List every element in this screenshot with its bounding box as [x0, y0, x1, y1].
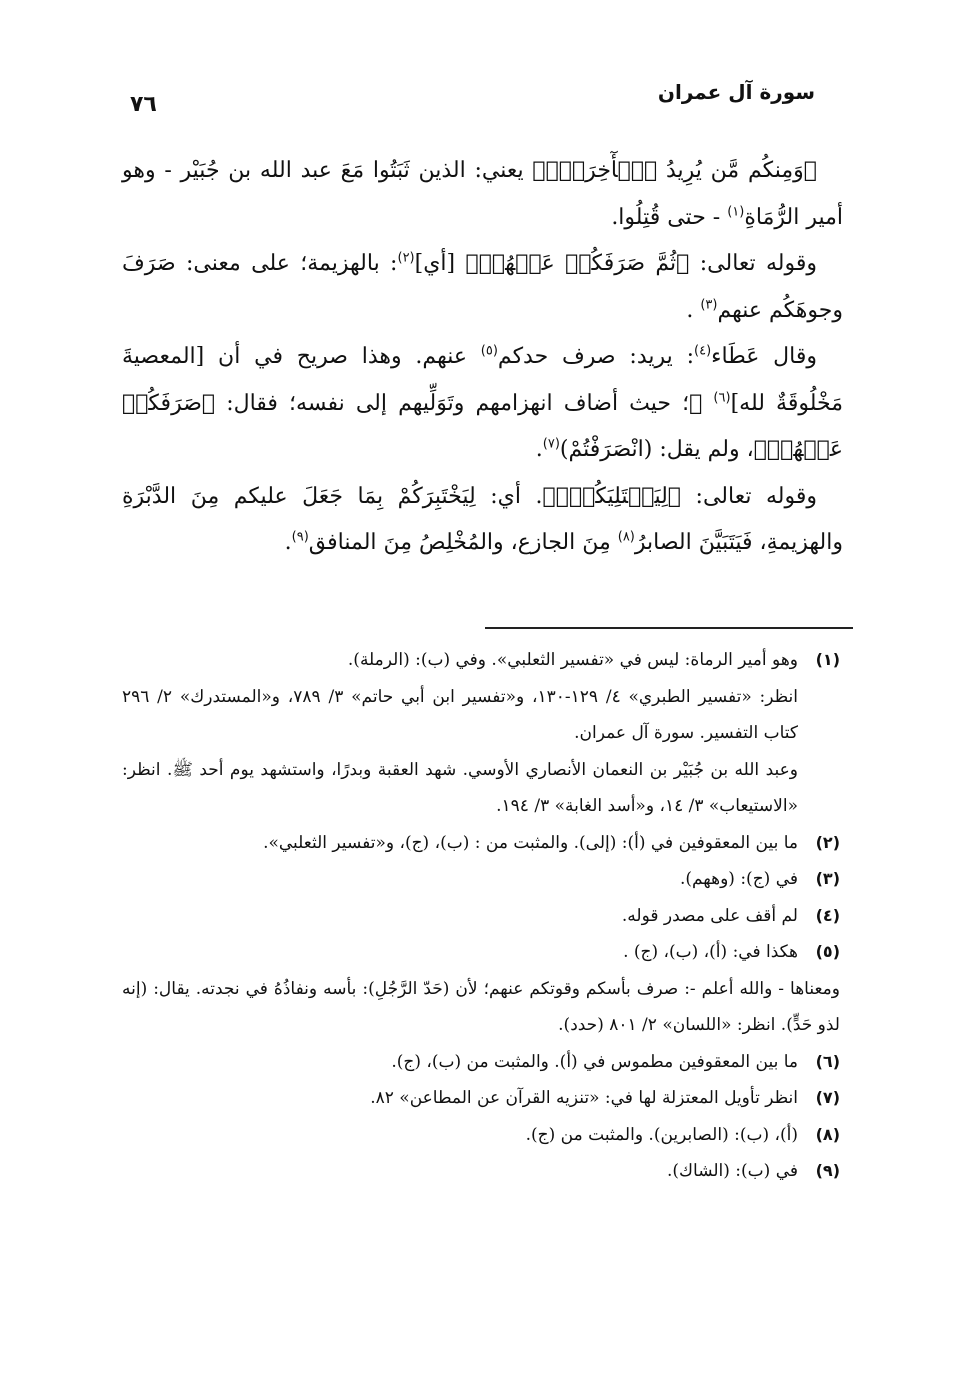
paragraph-3 — [122, 334, 843, 474]
footnote-4 — [122, 898, 840, 935]
quran-quote: ﴿وَمِنكُم مَّن يُرِيدُ ٱلۡأٓخِرَةَۚ﴾ — [532, 158, 817, 183]
footnote-number: (٧) — [815, 1088, 840, 1107]
footnote-ref: (٥) — [480, 343, 498, 359]
footnote-number: (٥) — [815, 942, 840, 961]
footnote-ref: (٢) — [397, 250, 415, 266]
footnote-6 — [122, 1044, 840, 1081]
footnote-number: (١) — [815, 650, 840, 669]
paragraph-text: [أي] — [414, 251, 466, 276]
footnote-text: انظر: «تفسير الطبري» ٤/ ١٢٩-١٣٠، و«تفسير ابن أبي حاتم» ٣/ ٧٨٩، و«المستدرك» ٢/ ٢٩٦ كتاب التفسير. سورة آل عمران. — [122, 686, 799, 743]
paragraph-text: مِنَ الجازع، والمُخْلِصُ مِنَ المنافق — [308, 530, 618, 555]
footnote-7 — [122, 1080, 840, 1117]
paragraph-text: . — [686, 297, 701, 323]
footnote-1 — [122, 642, 840, 825]
footnote-9 — [122, 1153, 840, 1190]
paragraph-text: . — [284, 530, 292, 555]
footnote-number: (٣) — [815, 869, 840, 888]
paragraph-text: عنهم. وهذا صريح في أن [المعصيةَ مَخْلُوقَةٌ لله] — [122, 344, 843, 416]
footnote-text: هكذا في: (أ)، (ب)، (ج) . — [623, 942, 798, 962]
main-text — [122, 148, 843, 567]
paragraph-1 — [122, 148, 843, 241]
footnote-ref: (٣) — [700, 297, 718, 313]
footnote-text: في (ج): (وههم). — [679, 869, 798, 889]
paragraph-text: يعني: الذين ثَبَتُوا مَعَ عبد الله بن جُبَيْر - وهو أمير الرُّمَاةِ — [122, 158, 843, 230]
running-header — [130, 72, 815, 117]
paragraph-text: وقال عَطَاء — [711, 344, 817, 369]
footnote-ref: (١) — [727, 204, 745, 220]
paragraph-text: : بالهزيمة؛ على معنى: صَرَفَ وجوهَكُم عنهم — [122, 251, 843, 323]
footnote-2 — [122, 825, 840, 862]
paragraph-text: : يريد: صرف حدكم — [497, 344, 694, 369]
quran-quote: ﴿ثُمَّ صَرَفَكُمۡ عَنۡهُمۡ﴾ — [465, 251, 690, 276]
paragraph-text: وقوله تعالى: — [689, 251, 818, 276]
paragraph-text: - حتى قُتِلُوا. — [611, 204, 728, 230]
footnotes — [122, 642, 840, 1190]
running-title: سورة آل عمران — [657, 80, 815, 104]
footnote-text: انظر تأويل المعتزلة لها في: «تنزيه القرآن عن المطاعن» ٨٢. — [370, 1088, 798, 1108]
footnote-8 — [122, 1117, 840, 1154]
paragraph-text: ﷻ؛ حيث أضاف انهزامهم وتَوَلِّيهم إلى نفسه؛ فقال: — [215, 390, 714, 416]
paragraph-text: ، ولم يقل: (انْصَرَفْتُمْ) — [559, 437, 754, 462]
footnote-number: (٤) — [815, 905, 840, 925]
footnote-ref: (٦) — [713, 390, 731, 406]
footnote-3 — [122, 861, 840, 898]
footnote-number: (٦) — [815, 1051, 840, 1071]
paragraph-text: وقوله تعالى: — [681, 483, 817, 509]
quran-quote: ﴿صَرَفَكُمۡ عَنۡهُمۡ﴾ — [122, 390, 843, 462]
footnote-5 — [122, 934, 840, 971]
paragraph-4 — [122, 474, 843, 567]
paragraph-2 — [122, 241, 843, 334]
footnote-text: ما بين المعقوفين مطموس في (أ). والمثبت من (ب)، (ج). — [391, 1051, 798, 1072]
footnote-5-continuation: ومعناها - والله أعلم -: صرف بأسكم وقوتكم عنهم؛ لأن (حَدّ الرَّجُلِ): بأسه ونفاذُهُ في نجدته. يقال: (إنه لذو حَدٍّ). انظر: «اللسان» ٢/ ٨٠١ (حدد). — [122, 978, 840, 1035]
paragraph-text: . — [535, 437, 543, 462]
footnote-ref: (٧) — [542, 436, 560, 452]
paragraph-text: . أي: لِيَخْتَبِرَكُمْ بِمَا جَعَلَ عليكم مِنَ الدَّبْرَةِ والهزيمةِ، فَيَتَبَيَّنَ الصابرُ — [122, 483, 843, 555]
quran-quote: ﴿لِيَبۡتَلِيَكُمۡۖ﴾ — [542, 483, 682, 509]
footnote-number: (٩) — [815, 1161, 840, 1180]
footnote-number: (٢) — [815, 832, 840, 852]
footnote-separator — [485, 627, 853, 629]
footnote-text: ما بين المعقوفين في (أ): (إلى). والمثبت من : (ب)، (ج)، و«تفسير الثعلبي». — [263, 832, 798, 853]
footnote-ref: (٤) — [694, 343, 712, 359]
footnote-text: وعبد الله بن جُبَيْر بن النعمان الأنصاري الأوسي. شهد العقبة وبدرًا، واستشهد يوم أحد ﷺ. انظر: «الاستيعاب» ٣/ ١٤، و«أسد الغابة» ٣/ ١٩٤. — [122, 759, 798, 816]
footnote-text: (أ)، (ب): (الصابرين). والمثبت من (ج). — [525, 1124, 798, 1145]
footnote-text: وهو أمير الرماة: ليس في «تفسير الثعلبي». وفي (ب): (الرملة). — [347, 650, 798, 670]
footnote-ref: (٩) — [291, 529, 309, 545]
footnote-text: في (ب): (الشاك). — [666, 1161, 798, 1181]
footnote-number: (٨) — [815, 1124, 840, 1144]
page-number: ٧٦ — [130, 92, 157, 117]
footnote-text: لم أقف على مصدر قوله. — [621, 905, 798, 926]
footnote-ref: (٨) — [617, 529, 635, 545]
